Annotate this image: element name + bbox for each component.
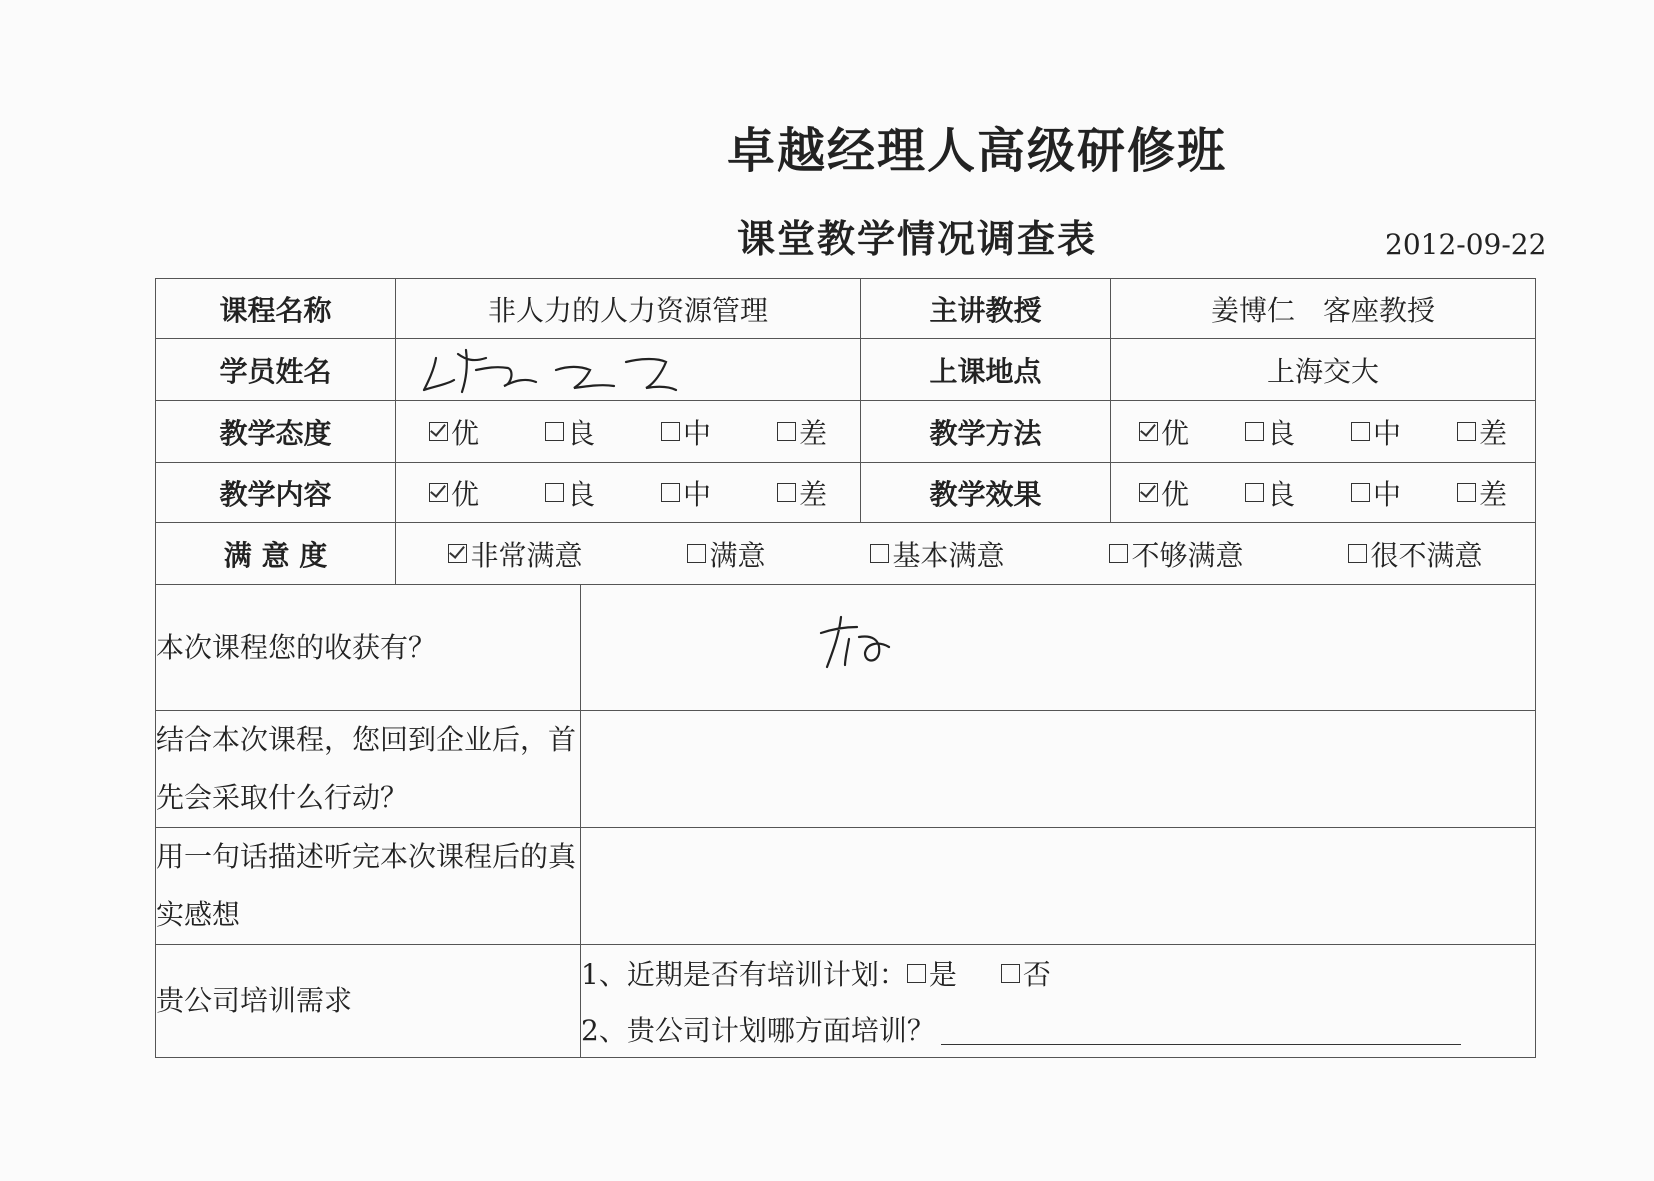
answer-action[interactable] (581, 711, 1536, 828)
teaching-content-options (396, 463, 861, 523)
checked-checkbox-icon (429, 422, 448, 441)
teaching-method-label: 教学方法 (861, 401, 1111, 463)
option-rating_options-1[interactable]: 良 (1245, 412, 1295, 452)
option-rating_options-0[interactable]: 优 (1139, 473, 1189, 513)
checkbox-icon (545, 483, 564, 502)
location-label: 上课地点 (861, 339, 1111, 401)
checkbox-icon (1245, 483, 1264, 502)
checkbox-icon (661, 422, 680, 441)
option-rating_options-2[interactable]: 中 (1351, 473, 1401, 513)
page-title: 卓越经理人高级研修班 (726, 123, 1227, 179)
training-plan-yes[interactable]: 是 (907, 953, 957, 993)
checked-checkbox-icon (448, 544, 467, 563)
student-signature[interactable] (396, 339, 861, 401)
question-action: 结合本次课程，您回到企业后，首先会采取什么行动？ (156, 711, 581, 828)
course-name-label: 课程名称 (156, 279, 396, 339)
teaching-attitude-options (396, 401, 861, 463)
checkbox-icon (1109, 544, 1128, 563)
checkbox-icon (687, 544, 706, 563)
option-rating_options-2[interactable]: 中 (1351, 412, 1401, 452)
checkbox-icon (1348, 544, 1367, 563)
option-rating_options-2[interactable]: 中 (661, 473, 711, 513)
checkbox-icon (1351, 483, 1370, 502)
form-date: 2012-09-22 (1385, 228, 1547, 261)
checkbox-icon (1351, 422, 1370, 441)
checkbox-icon (1245, 422, 1264, 441)
option-satisfaction_options-1[interactable]: 满意 (687, 534, 765, 574)
checked-checkbox-icon (1139, 422, 1158, 441)
option-rating_options-3[interactable]: 差 (1457, 412, 1507, 452)
question-feeling: 用一句话描述听完本次课程后的真实感想 (156, 828, 581, 945)
question-training-needs: 贵公司培训需求 (156, 945, 581, 1058)
option-rating_options-3[interactable]: 差 (1457, 473, 1507, 513)
option-satisfaction_options-0[interactable]: 非常满意 (448, 534, 582, 574)
handwritten-answer-icon (811, 609, 931, 679)
teaching-attitude-label: 教学态度 (156, 401, 396, 463)
checkbox-icon (1457, 483, 1476, 502)
teaching-effect-options (1111, 463, 1536, 523)
form-subtitle: 课堂教学情况调查表 (736, 217, 1097, 261)
option-rating_options-0[interactable]: 优 (429, 473, 479, 513)
training-area-question: 2、贵公司计划哪方面培训？ (581, 1014, 935, 1047)
option-rating_options-2[interactable]: 中 (661, 412, 711, 452)
option-rating_options-1[interactable]: 良 (545, 473, 595, 513)
instructor-value: 姜博仁 客座教授 (1111, 279, 1536, 339)
option-satisfaction_options-4[interactable]: 很不满意 (1348, 534, 1482, 574)
student-name-label: 学员姓名 (156, 339, 396, 401)
instructor-label: 主讲教授 (861, 279, 1111, 339)
survey-table (155, 278, 1536, 1058)
training-area-blank[interactable] (941, 1014, 1461, 1045)
question-gains: 本次课程您的收获有？ (156, 585, 581, 711)
teaching-effect-label: 教学效果 (861, 463, 1111, 523)
option-satisfaction_options-2[interactable]: 基本满意 (870, 534, 1004, 574)
checked-checkbox-icon (429, 483, 448, 502)
teaching-content-label: 教学内容 (156, 463, 396, 523)
checked-checkbox-icon (1139, 483, 1158, 502)
checkbox-icon (777, 483, 796, 502)
option-rating_options-1[interactable]: 良 (1245, 473, 1295, 513)
checkbox-icon (870, 544, 889, 563)
option-satisfaction_options-3[interactable]: 不够满意 (1109, 534, 1243, 574)
checkbox-icon (1457, 422, 1476, 441)
option-rating_options-1[interactable]: 良 (545, 412, 595, 452)
checkbox-icon (907, 964, 926, 983)
option-rating_options-3[interactable]: 差 (777, 412, 827, 452)
checkbox-icon (1001, 964, 1020, 983)
satisfaction-label: 满 意 度 (156, 523, 396, 585)
training-plan-no[interactable]: 否 (1001, 953, 1051, 993)
course-name-value: 非人力的人力资源管理 (396, 279, 861, 339)
answer-gains[interactable] (581, 585, 1536, 711)
option-rating_options-0[interactable]: 优 (1139, 412, 1189, 452)
checkbox-icon (661, 483, 680, 502)
location-value: 上海交大 (1111, 339, 1536, 401)
answer-feeling[interactable] (581, 828, 1536, 945)
training-plan-question: 1、近期是否有培训计划： (581, 958, 907, 991)
training-needs-cell (581, 945, 1536, 1058)
signature-scribble-icon (396, 340, 696, 400)
satisfaction-options (396, 523, 1536, 585)
teaching-method-options (1111, 401, 1536, 463)
checkbox-icon (777, 422, 796, 441)
option-rating_options-0[interactable]: 优 (429, 412, 479, 452)
checkbox-icon (545, 422, 564, 441)
option-rating_options-3[interactable]: 差 (777, 473, 827, 513)
